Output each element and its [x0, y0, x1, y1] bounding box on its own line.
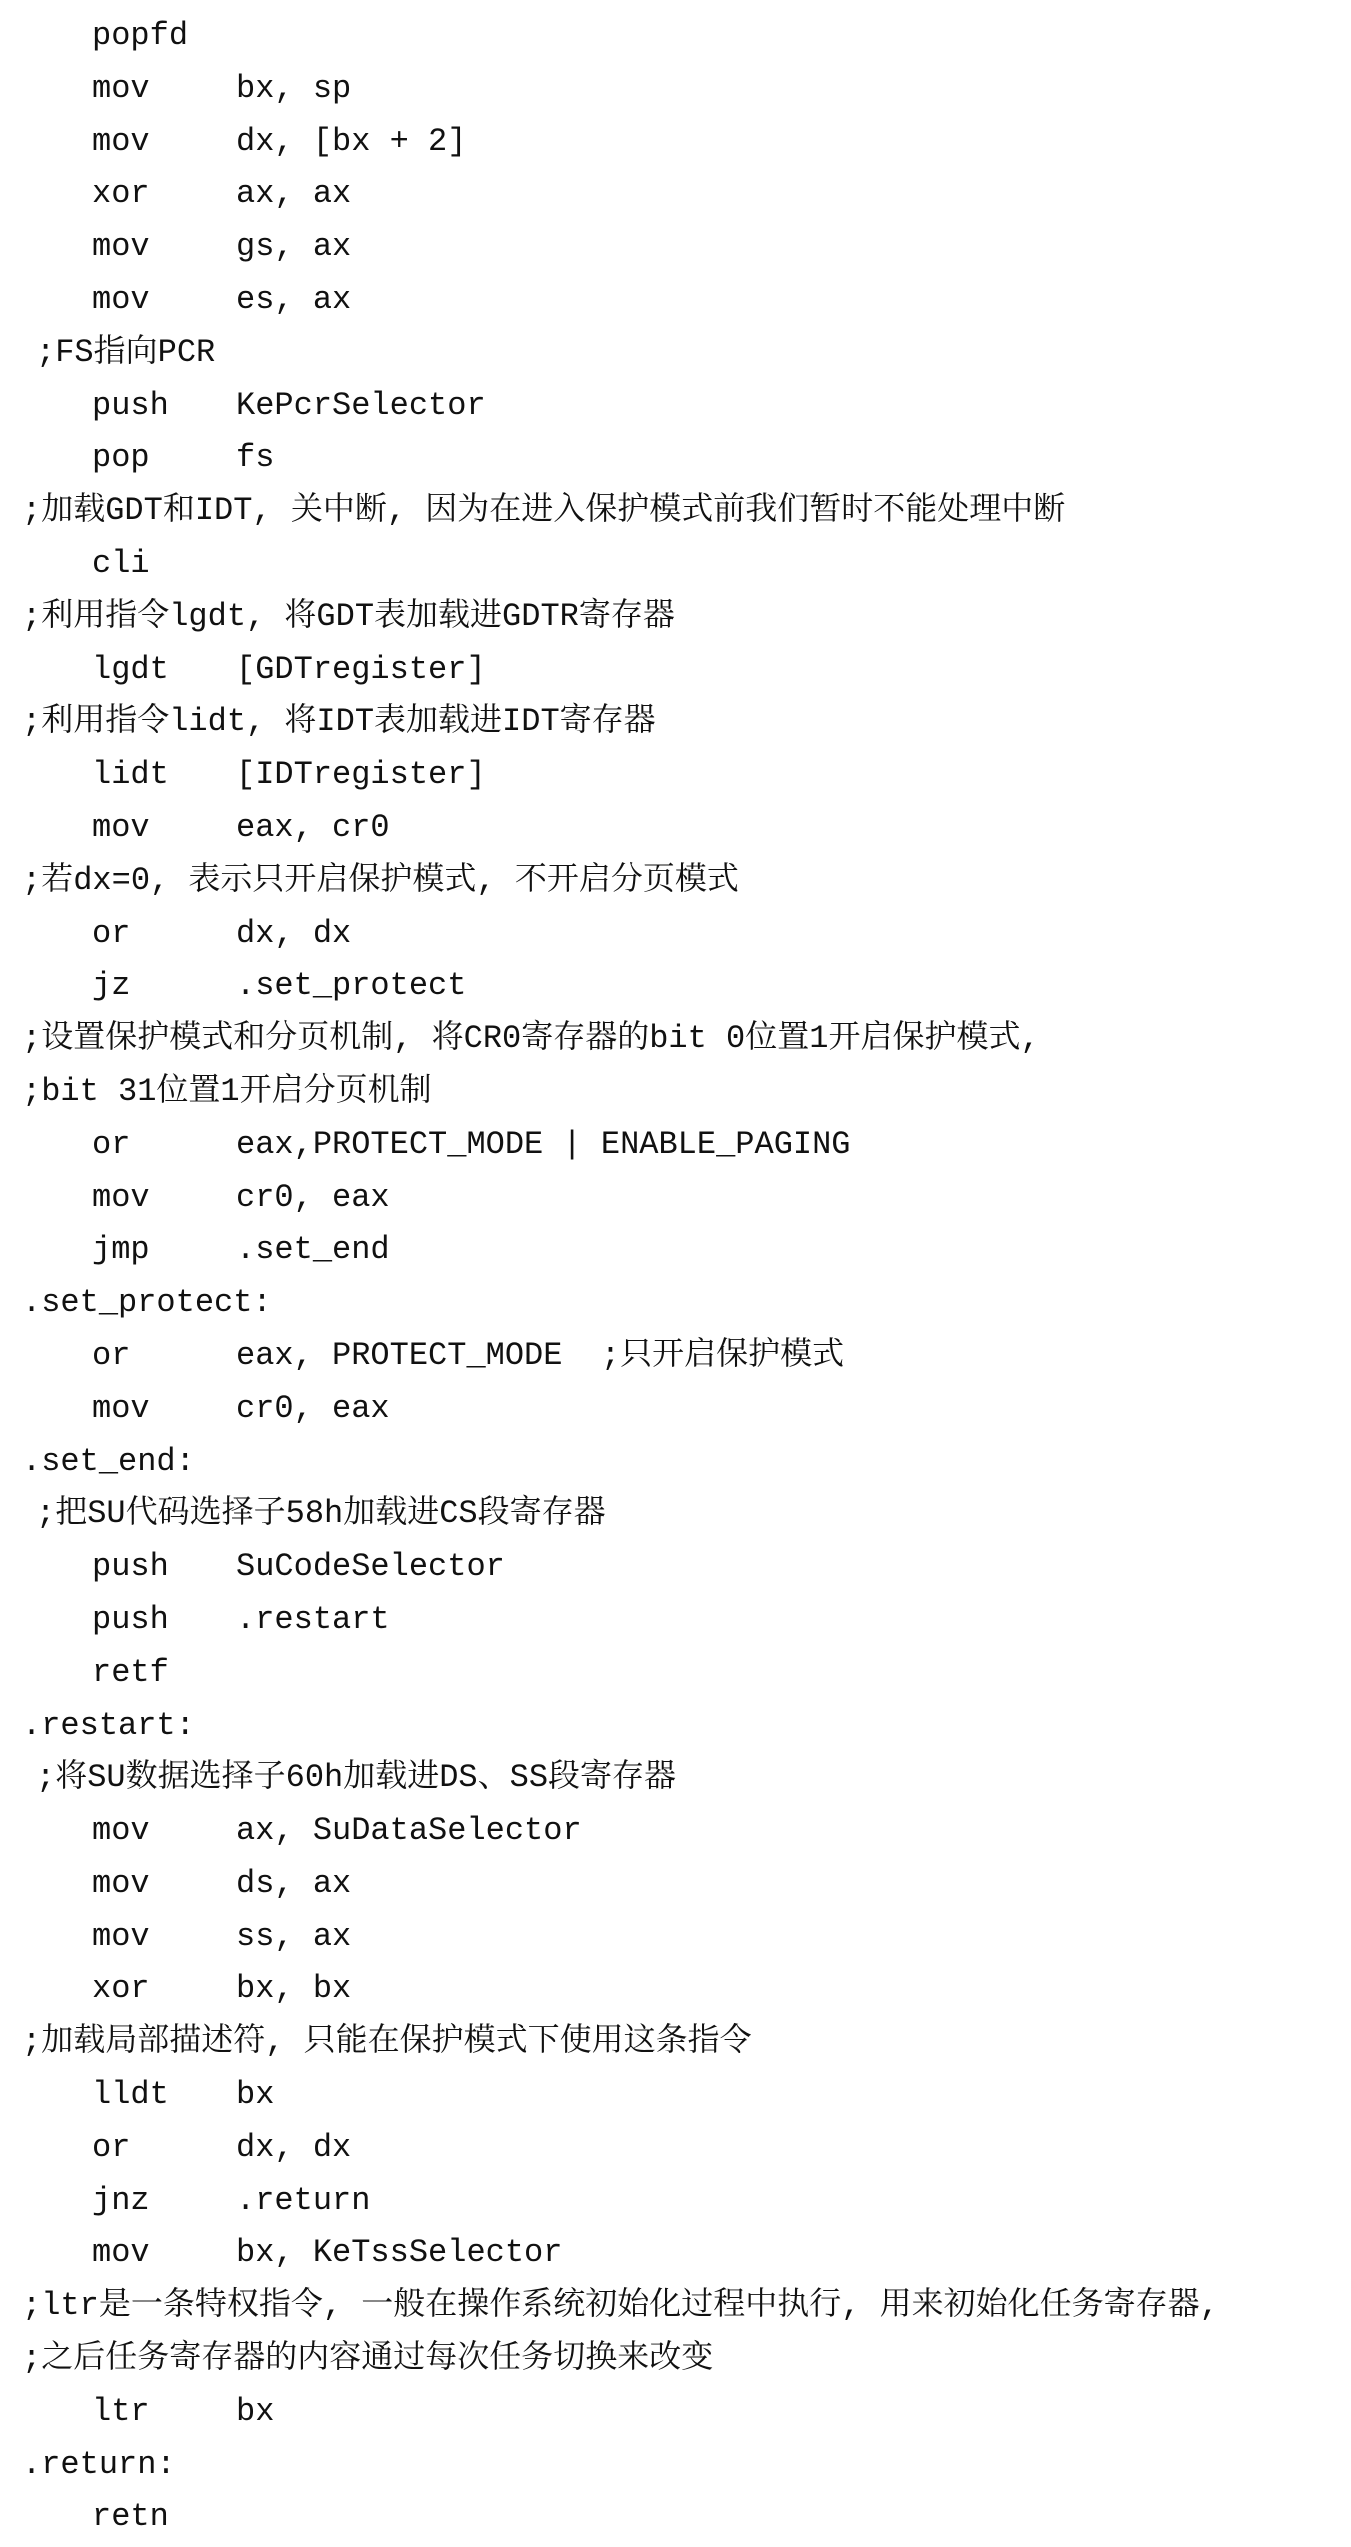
operands: ax, ax — [236, 175, 352, 213]
opcode: xor — [92, 175, 150, 213]
opcode: push — [92, 386, 169, 424]
instruction-line — [0, 2227, 1351, 2280]
code-comment: ;利用指令lidt, 将IDT表加载进IDT寄存器 — [22, 703, 656, 741]
opcode: mov — [92, 1917, 150, 1955]
operands: bx, sp — [236, 69, 352, 107]
operands: [IDTregister] — [236, 756, 486, 794]
opcode: popfd — [92, 17, 189, 54]
opcode: mov — [92, 122, 150, 160]
code-comment: ;加载GDT和IDT, 关中断, 因为在进入保护模式前我们暂时不能处理中断 — [22, 492, 1066, 530]
instruction-line — [0, 221, 1351, 274]
code-comment: ;ltr是一条特权指令, 一般在操作系统初始化过程中执行, 用来初始化任务寄存器, — [22, 2287, 1219, 2325]
code-comment: ;利用指令lgdt, 将GDT表加载进GDTR寄存器 — [22, 597, 675, 635]
operands: gs, ax — [236, 228, 352, 266]
opcode: mov — [92, 69, 150, 107]
opcode: mov — [92, 228, 150, 266]
instruction-line — [0, 960, 1351, 1013]
operands: ss, ax — [236, 1917, 352, 1955]
instruction-line — [0, 1647, 1351, 1700]
code-comment: ;FS指向PCR — [36, 333, 216, 371]
opcode: mov — [92, 280, 150, 318]
opcode: mov — [92, 1864, 150, 1902]
instruction-line — [0, 1330, 1351, 1383]
operands: fs — [236, 439, 275, 477]
code-label: .return: — [22, 2445, 176, 2483]
instruction-line — [0, 63, 1351, 116]
operands: dx, [bx + 2] — [236, 122, 467, 160]
code-comment: ;之后任务寄存器的内容通过每次任务切换来改变 — [22, 2340, 714, 2378]
opcode: mov — [92, 1389, 150, 1427]
instruction-line — [0, 168, 1351, 221]
code-label: .set_protect: — [22, 1284, 272, 1322]
opcode: mov — [92, 1812, 150, 1850]
operands: bx, bx — [236, 1970, 352, 2008]
opcode: or — [92, 1336, 131, 1374]
opcode: push — [92, 1548, 169, 1586]
instruction-line — [0, 1224, 1351, 1277]
instruction-line — [0, 2122, 1351, 2175]
operands: dx, dx — [236, 2128, 352, 2166]
operands: cr0, eax — [236, 1178, 390, 1216]
opcode: jz — [92, 967, 131, 1005]
operands: .restart — [236, 1600, 390, 1638]
instruction-line — [0, 1594, 1351, 1647]
instruction-line — [0, 2069, 1351, 2122]
operands: dx, dx — [236, 914, 352, 952]
code-comment: ;把SU代码选择子58h加载进CS段寄存器 — [36, 1495, 606, 1533]
instruction-line — [0, 1541, 1351, 1594]
opcode: jmp — [92, 1231, 150, 1269]
opcode: retn — [92, 2498, 169, 2536]
code-label: .set_end: — [22, 1442, 195, 1480]
instruction-line — [0, 908, 1351, 961]
opcode: pop — [92, 439, 150, 477]
code-comment: ;设置保护模式和分页机制, 将CR0寄存器的bit 0位置1开启保护模式, — [22, 1020, 1040, 1058]
opcode: xor — [92, 1970, 150, 2008]
instruction-line — [0, 644, 1351, 697]
operands: ax, SuDataSelector — [236, 1812, 582, 1850]
code-comment: ;将SU数据选择子60h加载进DS、SS段寄存器 — [36, 1759, 677, 1797]
operands: .return — [236, 2181, 371, 2219]
code-comment: ;bit 31位置1开启分页机制 — [22, 1072, 432, 1110]
opcode: mov — [92, 808, 150, 846]
instruction-line — [0, 2491, 1351, 2544]
opcode: lldt — [92, 2076, 169, 2114]
instruction-line — [0, 802, 1351, 855]
operands: SuCodeSelector — [236, 1548, 505, 1586]
operands: .set_end — [236, 1231, 390, 1269]
operands: bx, KeTssSelector — [236, 2234, 563, 2272]
opcode: lidt — [92, 756, 169, 794]
operands: [GDTregister] — [236, 650, 486, 688]
instruction-line — [0, 1172, 1351, 1225]
opcode: or — [92, 2128, 131, 2166]
instruction-line — [0, 2175, 1351, 2228]
operands: eax,PROTECT_MODE | ENABLE_PAGING — [236, 1125, 851, 1163]
instruction-line — [0, 1383, 1351, 1436]
instruction-line — [0, 749, 1351, 802]
operands: KePcrSelector — [236, 386, 486, 424]
instruction-line — [0, 2386, 1351, 2439]
opcode: cli — [92, 544, 150, 582]
instruction-line — [0, 1858, 1351, 1911]
opcode: retf — [92, 1653, 169, 1691]
opcode: or — [92, 1125, 131, 1163]
opcode: ltr — [92, 2392, 150, 2430]
operands: cr0, eax — [236, 1389, 390, 1427]
operands: ds, ax — [236, 1864, 352, 1902]
code-comment: ;加载局部描述符, 只能在保护模式下使用这条指令 — [22, 2023, 752, 2061]
operands: es, ax — [236, 280, 352, 318]
operands: .set_protect — [236, 967, 467, 1005]
opcode: or — [92, 914, 131, 952]
operands: eax, cr0 — [236, 808, 390, 846]
instruction-line — [0, 538, 1351, 591]
instruction-line — [0, 432, 1351, 485]
opcode: lgdt — [92, 650, 169, 688]
operands: bx — [236, 2392, 275, 2430]
instruction-line — [0, 1805, 1351, 1858]
instruction-line — [0, 1119, 1351, 1172]
instruction-line — [0, 1911, 1351, 1964]
code-label: .restart: — [22, 1706, 195, 1744]
instruction-line — [0, 1963, 1351, 2016]
instruction-line — [0, 116, 1351, 169]
opcode: jnz — [92, 2181, 150, 2219]
operands: bx — [236, 2076, 275, 2114]
instruction-line — [0, 274, 1351, 327]
instruction-line — [0, 10, 1351, 63]
opcode: push — [92, 1600, 169, 1638]
code-comment: ;若dx=0, 表示只开启保护模式, 不开启分页模式 — [22, 861, 739, 899]
operands: eax, PROTECT_MODE ;只开启保护模式 — [236, 1336, 845, 1374]
instruction-line — [0, 380, 1351, 433]
opcode: mov — [92, 2234, 150, 2272]
opcode: mov — [92, 1178, 150, 1216]
